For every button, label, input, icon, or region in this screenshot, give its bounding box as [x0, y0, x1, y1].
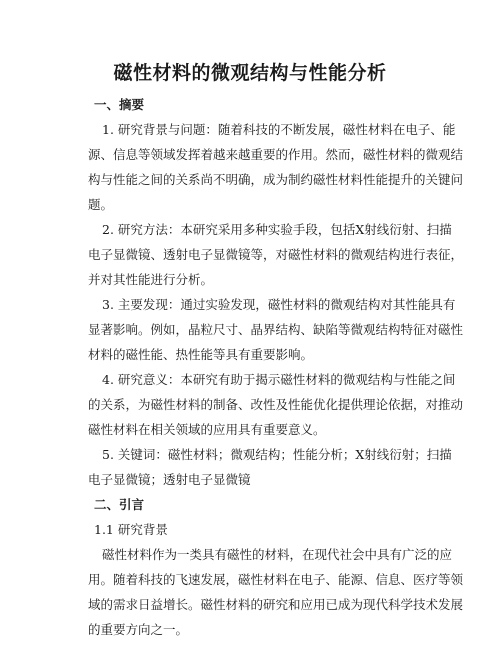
- paragraph-line: 4. 研究意义：本研究有助于揭示磁性材料的微观结构与性能之间: [102, 372, 456, 387]
- paragraph-line: 电子显微镜、透射电子显微镜等，对磁性材料的微观结构进行表征，: [88, 247, 464, 262]
- paragraph-line: 用。随着科技的飞速发展，磁性材料在电子、能源、信息、医疗等领: [88, 572, 464, 587]
- paragraph-line: 3. 主要发现：通过实验发现，磁性材料的微观结构对其性能具有: [102, 297, 456, 312]
- paragraph-line: 源、信息等领域发挥着越来越重要的作用。然而，磁性材料的微观结: [88, 147, 464, 162]
- paragraph-line: 材料的磁性能、热性能等具有重要影响。: [88, 347, 314, 362]
- abstract-paragraph-keywords: [88, 442, 452, 492]
- abstract-paragraph-background: [88, 117, 464, 217]
- paragraph-line: 题。: [88, 197, 114, 212]
- subsection-heading-background: 1.1 研究背景: [94, 522, 168, 537]
- abstract-paragraph-findings: [88, 292, 464, 367]
- paragraph-line: 的重要方向之一。: [88, 622, 189, 637]
- paragraph-line: 磁性材料作为一类具有磁性的材料，在现代社会中具有广泛的应: [102, 547, 453, 562]
- paragraph-line: 1. 研究背景与问题：随着科技的不断发展，磁性材料在电子、能: [102, 122, 456, 137]
- paragraph-line: 并对其性能进行分析。: [88, 272, 214, 287]
- abstract-paragraph-method: [88, 217, 464, 292]
- paragraph-line: 磁性材料在相关领域的应用具有重要意义。: [88, 422, 326, 437]
- paragraph-line: 显著影响。例如，晶粒尺寸、晶界结构、缺陷等微观结构特征对磁性: [88, 322, 464, 337]
- section-heading-abstract: 一、摘要: [94, 97, 145, 112]
- paragraph-line: 5. 关键词：磁性材料；微观结构；性能分析；X射线衍射；扫描: [102, 447, 452, 462]
- document-body: [88, 92, 464, 642]
- intro-paragraph: [88, 542, 464, 642]
- abstract-paragraph-significance: [88, 367, 464, 442]
- paragraph-line: 构与性能之间的关系尚不明确，成为制约磁性材料性能提升的关键问: [88, 172, 464, 187]
- paragraph-line: 电子显微镜；透射电子显微镜: [88, 472, 251, 487]
- paragraph-line: 域的需求日益增长。磁性材料的研究和应用已成为现代科学技术发展: [88, 597, 464, 612]
- paragraph-line: 的关系，为磁性材料的制备、改性及性能优化提供理论依据，对推动: [88, 397, 464, 412]
- document-title: 磁性材料的微观结构与性能分析: [113, 62, 387, 84]
- paragraph-line: 2. 研究方法：本研究采用多种实验手段，包括X射线衍射、扫描: [102, 222, 452, 237]
- section-heading-introduction: 二、引言: [94, 497, 145, 512]
